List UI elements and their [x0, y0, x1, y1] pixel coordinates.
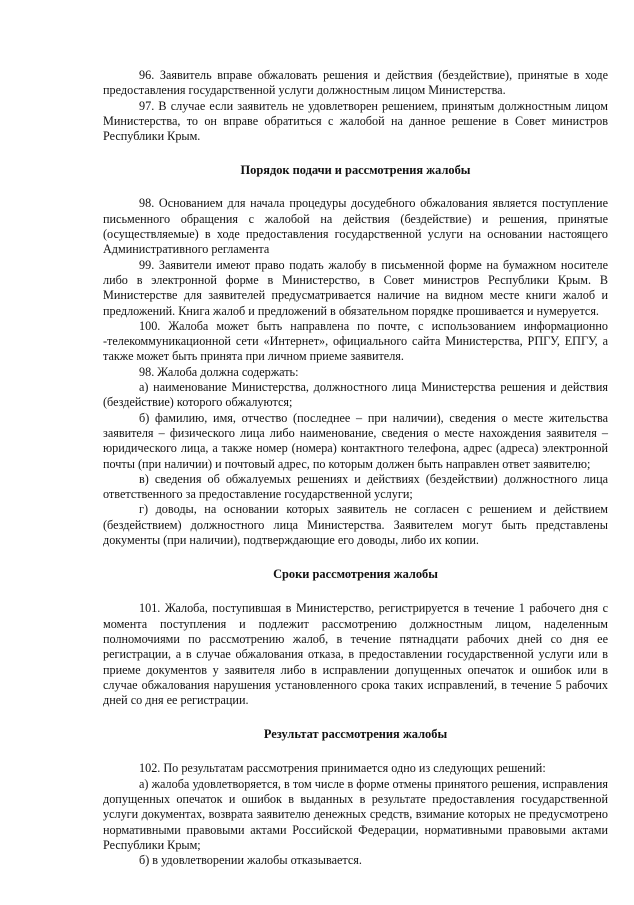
paragraph-99: 99. Заявители имеют право подать жалобу в письменной форме на бумажном носителе либо в электронной форме в Министерство, в Совет министров Республики Крым. В Министерстве для заявителей предусматривается наличие на видном месте книги жалоб и предложений. Книга жалоб и предложений в обязательном порядке прошивается и нумеруется.	[103, 257, 608, 318]
paragraph-item-b: б) фамилию, имя, отчество (последнее – при наличии), сведения о месте жительства заявителя – физического лица либо наименование, сведения о месте нахождения заявителя – юридического лица, а также номер (номера) контактного телефона, адрес (адреса) электронной почты (при наличии) и почтовый адрес, по которым должен быть направлен ответ заявителю;	[103, 410, 608, 471]
paragraph-102-b: б) в удовлетворении жалобы отказывается.	[139, 853, 362, 868]
paragraph-97: 97. В случае если заявитель не удовлетворен решением, принятым должностным лицом Министерства, то он вправе обратиться с жалобой на данное решение в Совет министров Республики Крым.	[103, 98, 608, 144]
paragraph-item-d: г) доводы, на основании которых заявитель не согласен с решением и действием (бездействием) должностного лица Министерства. Заявителем могут быть представлены документы (при наличии), подтверждающие его доводы, либо их копии.	[103, 502, 608, 548]
paragraph-item-c: в) сведения об обжалуемых решениях и действиях (бездействии) должностного лица ответственного за предоставление государственной услуги;	[103, 471, 608, 502]
paragraph-item-a: а) наименование Министерства, должностного лица Министерства решения и действия (бездействие) которого обжалуются;	[103, 380, 608, 410]
heading-review-terms: Сроки рассмотрения жалобы	[273, 567, 438, 582]
heading-review-result: Результат рассмотрения жалобы	[263, 727, 448, 742]
paragraph-102: 102. По результатам рассмотрения принимается одно из следующих решений:	[139, 761, 546, 776]
paragraph-101: 101. Жалоба, поступившая в Министерство, регистрируется в течение 1 рабочего дня с момента поступления и подлежит рассмотрению должностным лицом, наделенным полномочиями по рассмотрению жалоб, в течение пятнадцати рабочих дней со дня ее регистрации, а в случае обжалования отказа, в предоставлении государственной услуги или в приеме документов у заявителя либо в исправлении допущенных опечаток и ошибок или в случае обжалования нарушения установленного срока таких исправлений, в течение 5 рабочих дней со дня ее регистрации.	[103, 601, 608, 708]
paragraph-102-a: а) жалоба удовлетворяется, в том числе в форме отмены принятого решения, исправления допущенных опечаток и ошибок в выданных в результате предоставления государственной услуги документах, возврата заявителю денежных средств, взимание которых не предусмотрено нормативными правовыми актами Российской Федерации, нормативными правовыми актами Республики Крым;	[103, 776, 608, 852]
paragraph-98: 98. Основанием для начала процедуры досудебного обжалования является поступление письменного обращения с жалобой на действия (бездействие) и решения, принятые (осуществляемые) в ходе предоставления государственной услуги на основании настоящего Административного регламента	[103, 196, 608, 257]
paragraph-98-contents: 98. Жалоба должна содержать:	[139, 364, 299, 379]
heading-complaint-procedure: Порядок подачи и рассмотрения жалобы	[240, 163, 471, 178]
paragraph-96: 96. Заявитель вправе обжаловать решения и действия (бездействие), принятые в ходе предоставления государственной услуги должностным лицом Министерства.	[103, 68, 608, 98]
paragraph-100: 100. Жалоба может быть направлена по почте, с использованием информационно -телекоммуникационной сети «Интернет», официального сайта Министерства, РПГУ, ЕПГУ, а также может быть принята при личном приеме заявителя.	[103, 318, 608, 364]
